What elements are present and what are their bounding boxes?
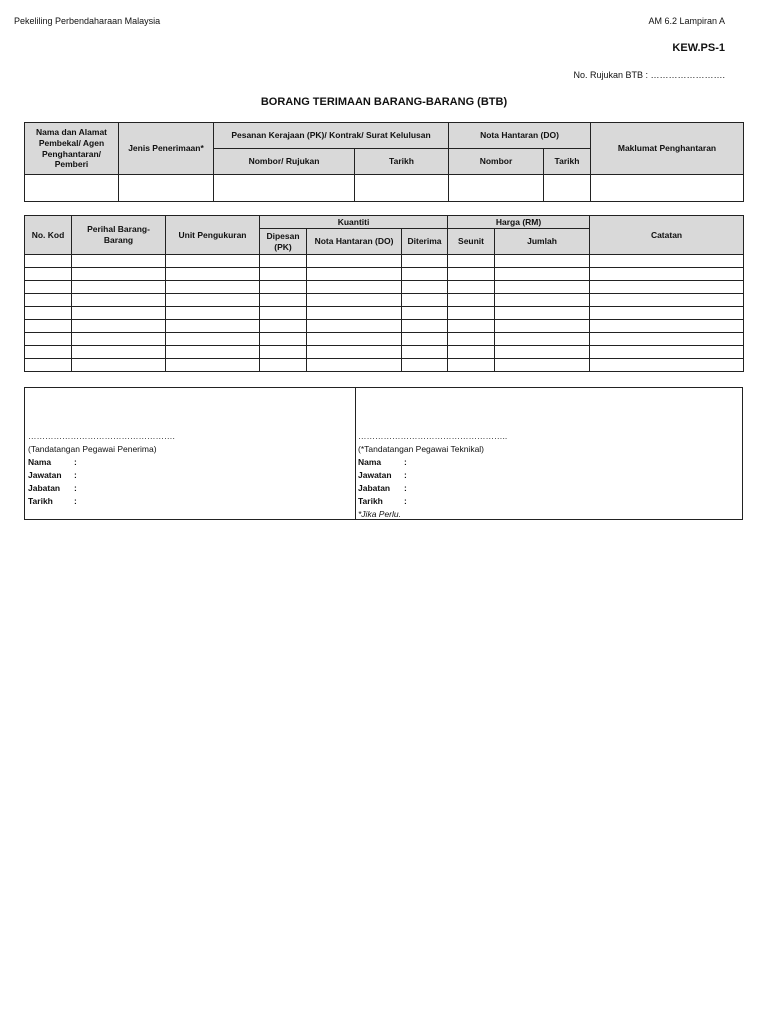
- order-number-header: Nombor/ Rujukan: [214, 149, 355, 175]
- optional-note: *Jika Perlu.: [358, 509, 401, 519]
- table-row: [25, 268, 744, 281]
- goods-cell[interactable]: [260, 268, 307, 281]
- goods-cell[interactable]: [25, 320, 72, 333]
- table-row: [25, 320, 744, 333]
- goods-cell[interactable]: [590, 255, 744, 268]
- signature-caption: (Tandatangan Pegawai Penerima): [28, 444, 157, 454]
- goods-cell[interactable]: [448, 268, 495, 281]
- goods-cell[interactable]: [495, 294, 590, 307]
- goods-cell[interactable]: [260, 320, 307, 333]
- goods-cell[interactable]: [72, 281, 166, 294]
- goods-cell[interactable]: [402, 281, 448, 294]
- field-label: Nama: [358, 457, 382, 467]
- goods-cell[interactable]: [72, 359, 166, 372]
- goods-cell[interactable]: [25, 255, 72, 268]
- signature-line[interactable]: …………………………………………….: [28, 431, 175, 441]
- field-position: [28, 469, 175, 482]
- goods-cell[interactable]: [72, 268, 166, 281]
- field-label: Nama: [28, 457, 52, 467]
- do-group-header: Nota Hantaran (DO): [449, 123, 591, 149]
- goods-cell[interactable]: [166, 281, 260, 294]
- remarks-header: Catatan: [590, 216, 744, 255]
- field-colon: :: [404, 470, 407, 480]
- goods-cell[interactable]: [307, 255, 402, 268]
- goods-cell[interactable]: [448, 346, 495, 359]
- signature-block: [24, 387, 743, 520]
- goods-cell[interactable]: [307, 359, 402, 372]
- goods-cell[interactable]: [448, 359, 495, 372]
- goods-cell[interactable]: [448, 281, 495, 294]
- goods-cell[interactable]: [72, 320, 166, 333]
- technical-officer-section: [355, 388, 742, 519]
- goods-cell[interactable]: [590, 320, 744, 333]
- goods-cell[interactable]: [166, 320, 260, 333]
- goods-cell[interactable]: [307, 281, 402, 294]
- goods-cell[interactable]: [72, 307, 166, 320]
- supplier-cell[interactable]: [25, 175, 119, 202]
- do-number-cell[interactable]: [449, 175, 544, 202]
- field-label: Jabatan: [28, 483, 61, 493]
- unit-price-header: Seunit: [448, 229, 495, 255]
- field-colon: :: [404, 483, 407, 493]
- table-row: [25, 307, 744, 320]
- goods-cell[interactable]: [495, 320, 590, 333]
- delivery-info-cell[interactable]: [591, 175, 744, 202]
- field-colon: :: [74, 496, 77, 506]
- supplier-header: Nama dan Alamat Pembekal/ Agen Penghantaran/ Pemberi: [25, 123, 119, 175]
- goods-cell[interactable]: [260, 359, 307, 372]
- received-header: Diterima: [402, 229, 448, 255]
- receiving-officer-section: [25, 388, 356, 519]
- goods-cell[interactable]: [307, 268, 402, 281]
- goods-cell[interactable]: [25, 333, 72, 346]
- goods-cell[interactable]: [495, 333, 590, 346]
- field-date: [358, 495, 507, 508]
- goods-cell[interactable]: [590, 346, 744, 359]
- field-colon: :: [74, 457, 77, 467]
- field-label: Tarikh: [28, 496, 53, 506]
- goods-cell[interactable]: [260, 294, 307, 307]
- ordered-header: Dipesan (PK): [260, 229, 307, 255]
- goods-cell[interactable]: [402, 320, 448, 333]
- btb-reference-number: No. Rujukan BTB : …………………….: [573, 70, 725, 80]
- goods-cell[interactable]: [590, 294, 744, 307]
- table-row: [25, 346, 744, 359]
- total-header: Jumlah: [495, 229, 590, 255]
- form-code: KEW.PS-1: [672, 42, 725, 54]
- goods-cell[interactable]: [448, 294, 495, 307]
- goods-cell[interactable]: [260, 333, 307, 346]
- goods-cell[interactable]: [25, 359, 72, 372]
- table-row: [25, 294, 744, 307]
- table-row: [25, 255, 744, 268]
- order-date-header: Tarikh: [355, 149, 449, 175]
- receipt-type-cell[interactable]: [119, 175, 214, 202]
- circular-source: Pekeliling Perbendaharaan Malaysia: [14, 16, 161, 26]
- goods-cell[interactable]: [260, 255, 307, 268]
- goods-cell[interactable]: [260, 307, 307, 320]
- form-title: BORANG TERIMAAN BARANG-BARANG (BTB): [260, 96, 508, 108]
- goods-cell[interactable]: [166, 307, 260, 320]
- goods-cell[interactable]: [495, 281, 590, 294]
- goods-cell[interactable]: [590, 268, 744, 281]
- goods-cell[interactable]: [166, 359, 260, 372]
- goods-cell[interactable]: [402, 268, 448, 281]
- description-header: Perihal Barang-Barang: [72, 216, 166, 255]
- goods-cell[interactable]: [402, 359, 448, 372]
- goods-cell[interactable]: [25, 346, 72, 359]
- receipt-info-table: [24, 122, 744, 202]
- goods-cell[interactable]: [307, 346, 402, 359]
- field-position: [358, 469, 507, 482]
- field-colon: :: [404, 457, 407, 467]
- do-date-cell[interactable]: [544, 175, 591, 202]
- goods-cell[interactable]: [590, 333, 744, 346]
- field-label: Jabatan: [358, 483, 391, 493]
- field-colon: :: [74, 483, 77, 493]
- quantity-group-header: Kuantiti: [260, 216, 448, 229]
- goods-cell[interactable]: [307, 333, 402, 346]
- goods-cell[interactable]: [72, 346, 166, 359]
- goods-cell[interactable]: [495, 346, 590, 359]
- field-label: Tarikh: [358, 496, 383, 506]
- goods-cell[interactable]: [402, 294, 448, 307]
- goods-cell[interactable]: [307, 307, 402, 320]
- goods-cell[interactable]: [307, 294, 402, 307]
- goods-cell[interactable]: [402, 307, 448, 320]
- order-number-cell[interactable]: [214, 175, 355, 202]
- goods-cell[interactable]: [590, 359, 744, 372]
- goods-cell[interactable]: [72, 333, 166, 346]
- table-row: [25, 333, 744, 346]
- goods-cell[interactable]: [72, 255, 166, 268]
- signature-caption: (*Tandatangan Pegawai Teknikal): [358, 444, 485, 454]
- field-department: [358, 482, 507, 495]
- do-date-header: Tarikh: [544, 149, 591, 175]
- goods-cell[interactable]: [25, 281, 72, 294]
- goods-table: [24, 215, 744, 372]
- code-header: No. Kod: [25, 216, 72, 255]
- goods-cell[interactable]: [25, 268, 72, 281]
- signature-line[interactable]: ……………………………………………..: [358, 431, 508, 441]
- goods-cell[interactable]: [590, 307, 744, 320]
- unit-header: Unit Pengukuran: [166, 216, 260, 255]
- field-colon: :: [404, 496, 407, 506]
- goods-cell[interactable]: [448, 307, 495, 320]
- field-date: [28, 495, 175, 508]
- goods-cell[interactable]: [495, 359, 590, 372]
- delivery-info-header: Maklumat Penghantaran: [591, 123, 744, 175]
- goods-cell[interactable]: [402, 255, 448, 268]
- field-colon: :: [74, 470, 77, 480]
- goods-cell[interactable]: [495, 255, 590, 268]
- order-group-header: Pesanan Kerajaan (PK)/ Kontrak/ Surat Kelulusan: [214, 123, 449, 149]
- goods-cell[interactable]: [307, 320, 402, 333]
- field-name: [28, 456, 175, 469]
- goods-cell[interactable]: [25, 294, 72, 307]
- table-row: [25, 359, 744, 372]
- field-label: Jawatan: [28, 470, 62, 480]
- goods-cell[interactable]: [25, 307, 72, 320]
- goods-cell[interactable]: [166, 255, 260, 268]
- goods-cell[interactable]: [166, 268, 260, 281]
- goods-cell[interactable]: [448, 320, 495, 333]
- field-label: Jawatan: [358, 470, 392, 480]
- appendix-label: AM 6.2 Lampiran A: [648, 16, 725, 26]
- goods-cell[interactable]: [495, 307, 590, 320]
- field-name: [358, 456, 507, 469]
- goods-cell[interactable]: [590, 281, 744, 294]
- goods-cell[interactable]: [72, 294, 166, 307]
- goods-cell[interactable]: [402, 333, 448, 346]
- price-group-header: Harga (RM): [448, 216, 590, 229]
- goods-cell[interactable]: [402, 346, 448, 359]
- goods-cell[interactable]: [166, 294, 260, 307]
- goods-cell[interactable]: [448, 333, 495, 346]
- goods-cell[interactable]: [166, 346, 260, 359]
- field-department: [28, 482, 175, 495]
- goods-cell[interactable]: [495, 268, 590, 281]
- goods-cell[interactable]: [260, 346, 307, 359]
- table-row: [25, 281, 744, 294]
- goods-cell[interactable]: [260, 281, 307, 294]
- do-number-header: Nombor: [449, 149, 544, 175]
- goods-cell[interactable]: [166, 333, 260, 346]
- delivery-note-header: Nota Hantaran (DO): [307, 229, 402, 255]
- goods-rows: [25, 255, 744, 372]
- order-date-cell[interactable]: [355, 175, 449, 202]
- receipt-type-header: Jenis Penerimaan*: [119, 123, 214, 175]
- goods-cell[interactable]: [448, 255, 495, 268]
